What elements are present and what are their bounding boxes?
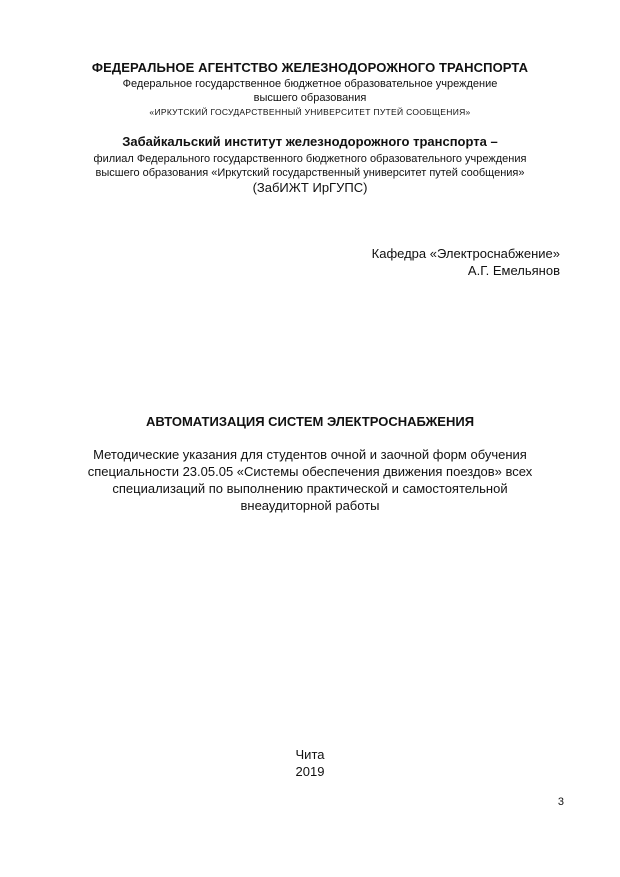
- city: Чита: [295, 747, 325, 762]
- year: 2019: [295, 764, 325, 779]
- author-name: А.Г. Емельянов: [467, 263, 560, 278]
- agency-line-3: «ИРКУТСКИЙ ГОСУДАРСТВЕННЫЙ УНИВЕРСИТЕТ ПУТЕЙ СООБЩЕНИЯ»: [149, 107, 471, 117]
- description-line-3: специализаций по выполнению практической и самостоятельной: [112, 481, 508, 496]
- agency-line-1: Федеральное государственное бюджетное образовательное учреждение: [122, 78, 498, 90]
- description-line-4: внеаудиторной работы: [240, 498, 380, 513]
- document-title: АВТОМАТИЗАЦИЯ СИСТЕМ ЭЛЕКТРОСНАБЖЕНИЯ: [145, 414, 475, 429]
- agency-title: ФЕДЕРАЛЬНОЕ АГЕНТСТВО ЖЕЛЕЗНОДОРОЖНОГО ТРАНСПОРТА: [91, 60, 529, 75]
- page-number: 3: [557, 796, 564, 808]
- description-line-1: Методические указания для студентов очной и заочной форм обучения: [93, 447, 527, 462]
- institute-line-1: филиал Федерального государственного бюджетного образовательного учреждения: [93, 153, 527, 165]
- agency-line-2: высшего образования: [253, 92, 367, 104]
- description-line-2: специальности 23.05.05 «Системы обеспечения движения поездов» всех: [87, 464, 533, 479]
- department-name: Кафедра «Электроснабжение»: [371, 246, 560, 261]
- institute-abbreviation: (ЗабИЖТ ИрГУПС): [252, 180, 368, 195]
- institute-line-2: высшего образования «Иркутский государственный университет путей сообщения»: [95, 167, 525, 179]
- institute-title: Забайкальский институт железнодорожного транспорта –: [122, 134, 498, 149]
